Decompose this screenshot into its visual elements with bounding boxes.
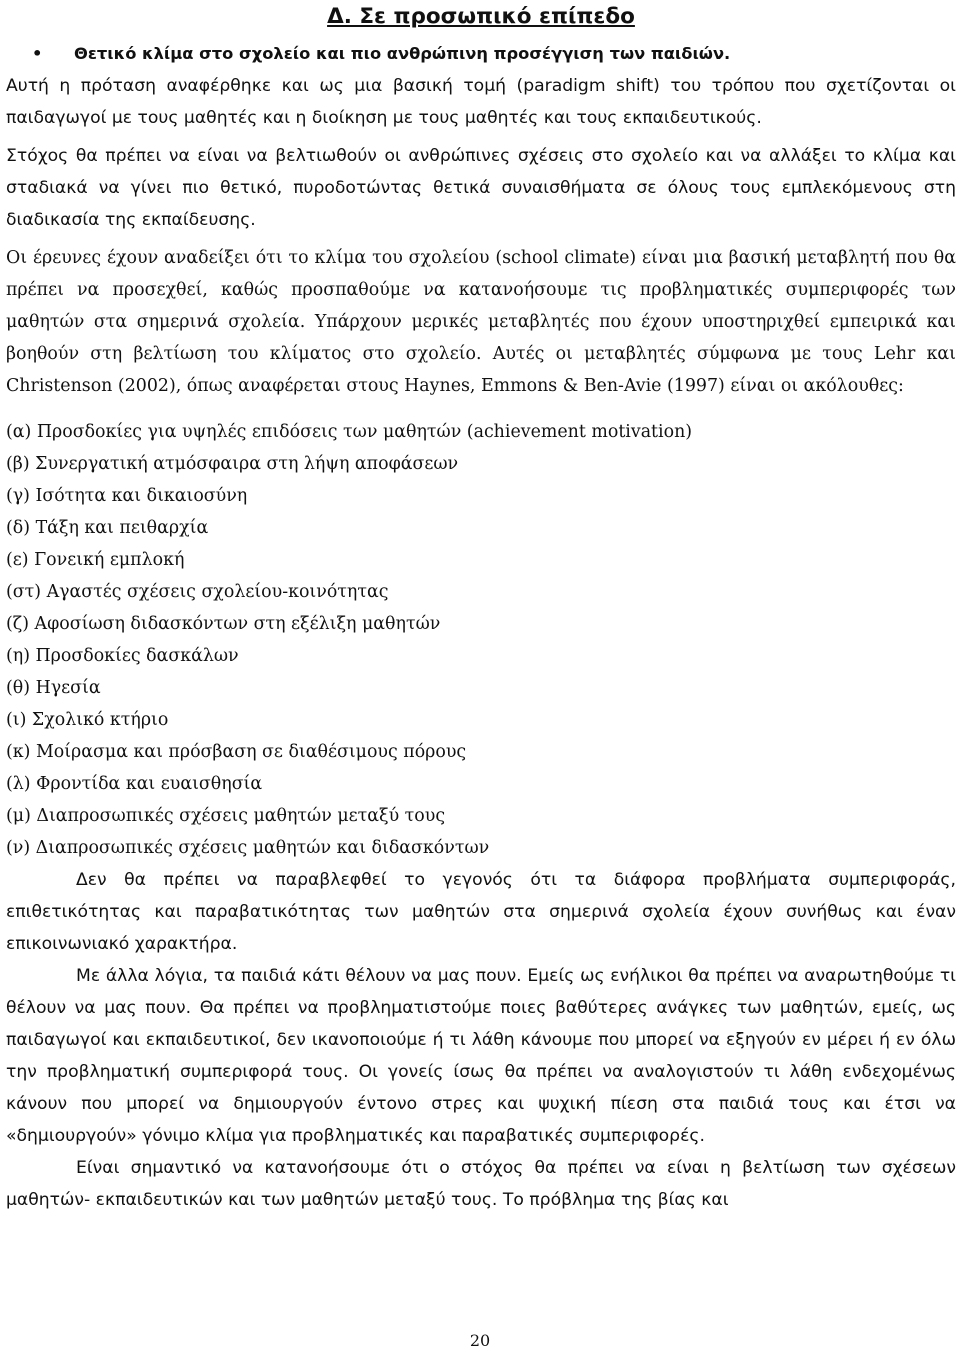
list-item: (μ) Διαπροσωπικές σχέσεις μαθητών μεταξύ τους xyxy=(6,806,446,826)
list-item: (ι) Σχολικό κτήριο xyxy=(6,710,169,730)
paragraph-4: Δεν θα πρέπει να παραβλεφθεί το γεγονός ότι τα διάφορα προβλήματα συμπεριφοράς, επιθετικότητας και παραβατικότητας των μαθητών στα σημερινά σχολεία έχουν συνήθως και έναν επικοινωνιακό χαρακτήρα. xyxy=(6,870,956,954)
list-item: (θ) Ηγεσία xyxy=(6,678,101,698)
bullet-item xyxy=(6,38,956,70)
paragraph-3: Οι έρευνες έχουν αναδείξει ότι το κλίμα του σχολείου (school climate) είναι μια βασική μεταβλητή που θα πρέπει να προσεχθεί, καθώς προσπαθούμε να κατανοήσουμε τις προβληματικές συμπεριφορές των μαθητών στα σημερινά σχολεία. Υπάρχουν μερικές μεταβλητές που έχουν υποστηριχθεί εμπειρικά και βοηθούν στη βελτίωση του κλίματος στο σχολείο. Αυτές οι μεταβλητές σύμφωνα με τους Lehr και Christenson (2002), όπως αναφέρεται στους Haynes, Emmons & Ben-Avie (1997) είναι οι ακόλουθες: xyxy=(6,248,956,396)
paragraph-6: Είναι σημαντικό να κατανοήσουμε ότι ο στόχος θα πρέπει να είναι η βελτίωση των σχέσεων μαθητών- εκπαιδευτικών και των μαθητών μεταξύ τους. Το πρόβλημα της βίας και xyxy=(6,1158,956,1210)
page-number: 20 xyxy=(469,1331,491,1350)
list-item: (στ) Αγαστές σχέσεις σχολείου-κοινότητας xyxy=(6,582,389,602)
list-item: (δ) Τάξη και πειθαρχία xyxy=(6,518,209,538)
list-item: (β) Συνεργατική ατμόσφαιρα στη λήψη αποφάσεων xyxy=(6,454,459,474)
list-item: (ζ) Αφοσίωση διδασκόντων στη εξέλιξη μαθητών xyxy=(6,614,441,634)
list-item: (α) Προσδοκίες για υψηλές επιδόσεις των μαθητών (achievement motivation) xyxy=(6,422,693,442)
paragraph-1: Αυτή η πρόταση αναφέρθηκε και ως μια βασική τομή (paradigm shift) του τρόπου που σχετίζονται οι παιδαγωγοί με τους μαθητές και η διοίκηση με τους μαθητές και τους εκπαιδευτικούς. xyxy=(6,76,956,128)
list-item: (κ) Μοίρασμα και πρόσβαση σε διαθέσιμους πόρους xyxy=(6,742,467,762)
paragraph-2: Στόχος θα πρέπει να είναι να βελτιωθούν οι ανθρώπινες σχέσεις στο σχολείο και να αλλάξει το κλίμα και σταδιακά να γίνει πιο θετικό, πυροδοτώντας θετικά συναισθήματα σε όλους τους εμπλεκόμενους στη διαδικασία της εκπαίδευσης. xyxy=(6,146,956,230)
list-item: (η) Προσδοκίες δασκάλων xyxy=(6,646,239,666)
list-item: (λ) Φροντίδα και ευαισθησία xyxy=(6,774,263,794)
list-item: (ε) Γονεική εμπλοκή xyxy=(6,550,185,570)
section-heading: Δ. Σε προσωπικό επίπεδο xyxy=(327,4,635,29)
bullet-icon: • xyxy=(32,44,43,63)
document-page xyxy=(6,0,956,1216)
list-item: (γ) Ισότητα και δικαιοσύνη xyxy=(6,486,248,506)
variables-list xyxy=(6,416,956,864)
list-item: (ν) Διαπροσωπικές σχέσεις μαθητών και διδασκόντων xyxy=(6,838,490,858)
bullet-text: Θετικό κλίμα στο σχολείο και πιο ανθρώπινη προσέγγιση των παιδιών. xyxy=(74,44,731,63)
paragraph-5: Με άλλα λόγια, τα παιδιά κάτι θέλουν να μας πουν. Εμείς ως ενήλικοι θα πρέπει να αναρωτηθούμε τι θέλουν να μας πουν. Θα πρέπει να προβληματιστούμε ποιες βαθύτερες ανάγκες των μαθητών, εμείς, ως παιδαγωγοί και εκπαιδευτικοί, δεν ικανοποιούμε ή τι λάθη κάνουμε που μπορεί να εξηγούν εν μέρει ή εν όλω την προβληματική συμπεριφορά τους. Οι γονείς ίσως θα πρέπει να αναλογιστούν τι λάθη ενδεχομένως κάνουν που μπορεί να δημιουργούν έντονο στρες και ψυχική πίεση στα παιδιά τους και έτσι να «δημιουργούν» γόνιμο κλίμα για προβληματικές και παραβατικές συμπεριφορές. xyxy=(6,966,956,1146)
